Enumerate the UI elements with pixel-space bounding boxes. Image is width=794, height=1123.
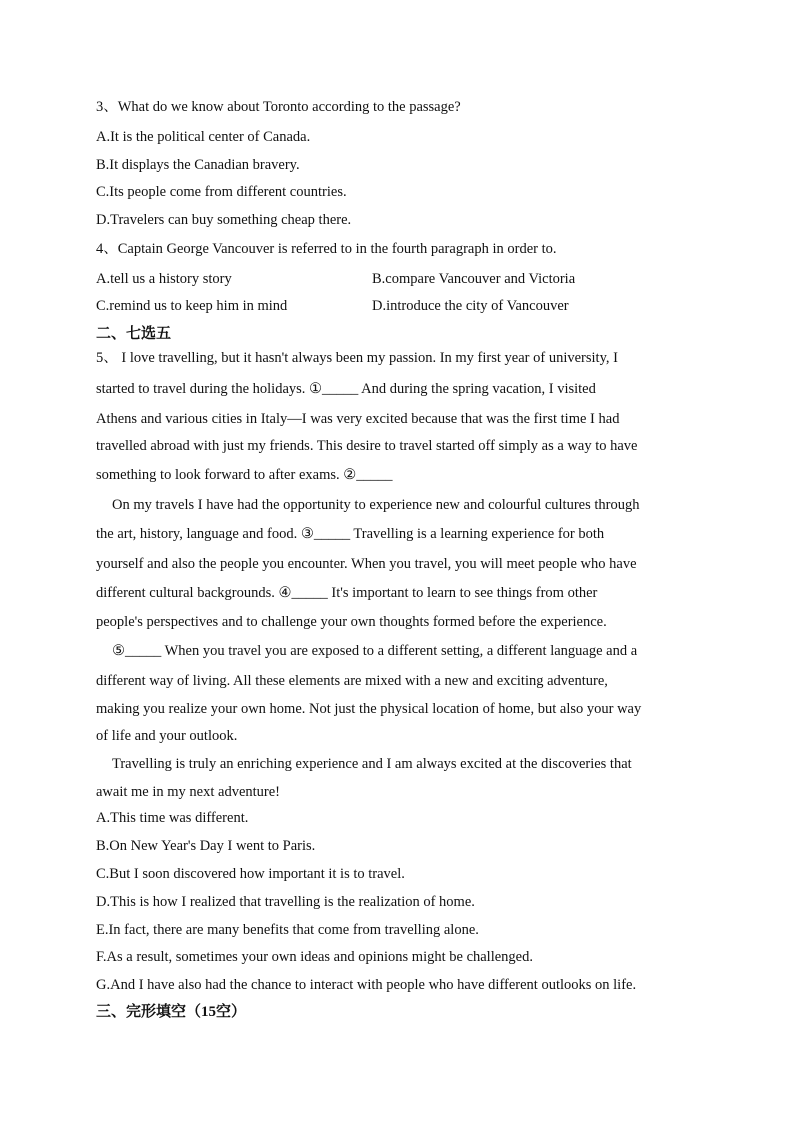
passage-line: started to travel during the holidays. ①_____ And during the spring vacation, I visited <box>96 381 596 397</box>
question-4-option-b: B.compare Vancouver and Victoria <box>372 271 576 287</box>
question-4-stem: 4、Captain George Vancouver is referred to in the fourth paragraph in order to. <box>96 241 557 257</box>
section-2-option-d: D.This is how I realized that travelling is the realization of home. <box>96 894 475 910</box>
question-3-option-a: A.It is the political center of Canada. <box>96 129 311 145</box>
passage-line: different cultural backgrounds. ④_____ It's important to learn to see things from other <box>96 585 598 601</box>
question-4-option-a: A.tell us a history story <box>96 271 232 287</box>
section-2-option-e: E.In fact, there are many benefits that come from travelling alone. <box>96 922 479 938</box>
passage-line: different way of living. All these elements are mixed with a new and exciting adventure, <box>96 673 608 689</box>
question-4-option-d: D.introduce the city of Vancouver <box>372 298 569 314</box>
passage-line: travelled abroad with just my friends. This desire to travel started off simply as a way to have <box>96 438 638 454</box>
passage-line: On my travels I have had the opportunity to experience new and colourful cultures through <box>112 497 640 513</box>
question-3-option-d: D.Travelers can buy something cheap there. <box>96 212 352 228</box>
section-2-option-b: B.On New Year's Day I went to Paris. <box>96 838 316 854</box>
section-3-heading: 三、完形填空（15空） <box>96 1004 247 1020</box>
passage-line: await me in my next adventure! <box>96 784 281 800</box>
passage-line: of life and your outlook. <box>96 728 238 744</box>
passage-line: 5、 I love travelling, but it hasn't always been my passion. In my first year of university, I <box>96 350 618 366</box>
passage-line: making you realize your own home. Not just the physical location of home, but also your way <box>96 701 642 717</box>
passage-line: yourself and also the people you encounter. When you travel, you will meet people who have <box>96 556 637 572</box>
passage-line: Travelling is truly an enriching experience and I am always excited at the discoveries that <box>112 756 632 772</box>
question-3-option-c: C.Its people come from different countries. <box>96 184 347 200</box>
passage-line: Athens and various cities in Italy—I was very excited because that was the first time I had <box>96 411 620 427</box>
section-2-option-a: A.This time was different. <box>96 810 249 826</box>
section-2-option-c: C.But I soon discovered how important it is to travel. <box>96 866 405 882</box>
section-2-option-g: G.And I have also had the chance to interact with people who have different outlooks on life. <box>96 977 637 993</box>
passage-line: people's perspectives and to challenge your own thoughts formed before the experience. <box>96 614 607 630</box>
question-3-option-b: B.It displays the Canadian bravery. <box>96 157 300 173</box>
passage-line: ⑤_____ When you travel you are exposed to a different setting, a different language and a <box>112 643 638 659</box>
section-2-heading: 二、七选五 <box>96 326 172 342</box>
question-3-stem: 3、What do we know about Toronto according to the passage? <box>96 99 461 115</box>
passage-line: something to look forward to after exams. ②_____ <box>96 467 393 483</box>
passage-line: the art, history, language and food. ③_____ Travelling is a learning experience for both <box>96 526 605 542</box>
section-2-option-f: F.As a result, sometimes your own ideas and opinions might be challenged. <box>96 949 533 965</box>
question-4-option-c: C.remind us to keep him in mind <box>96 298 288 314</box>
